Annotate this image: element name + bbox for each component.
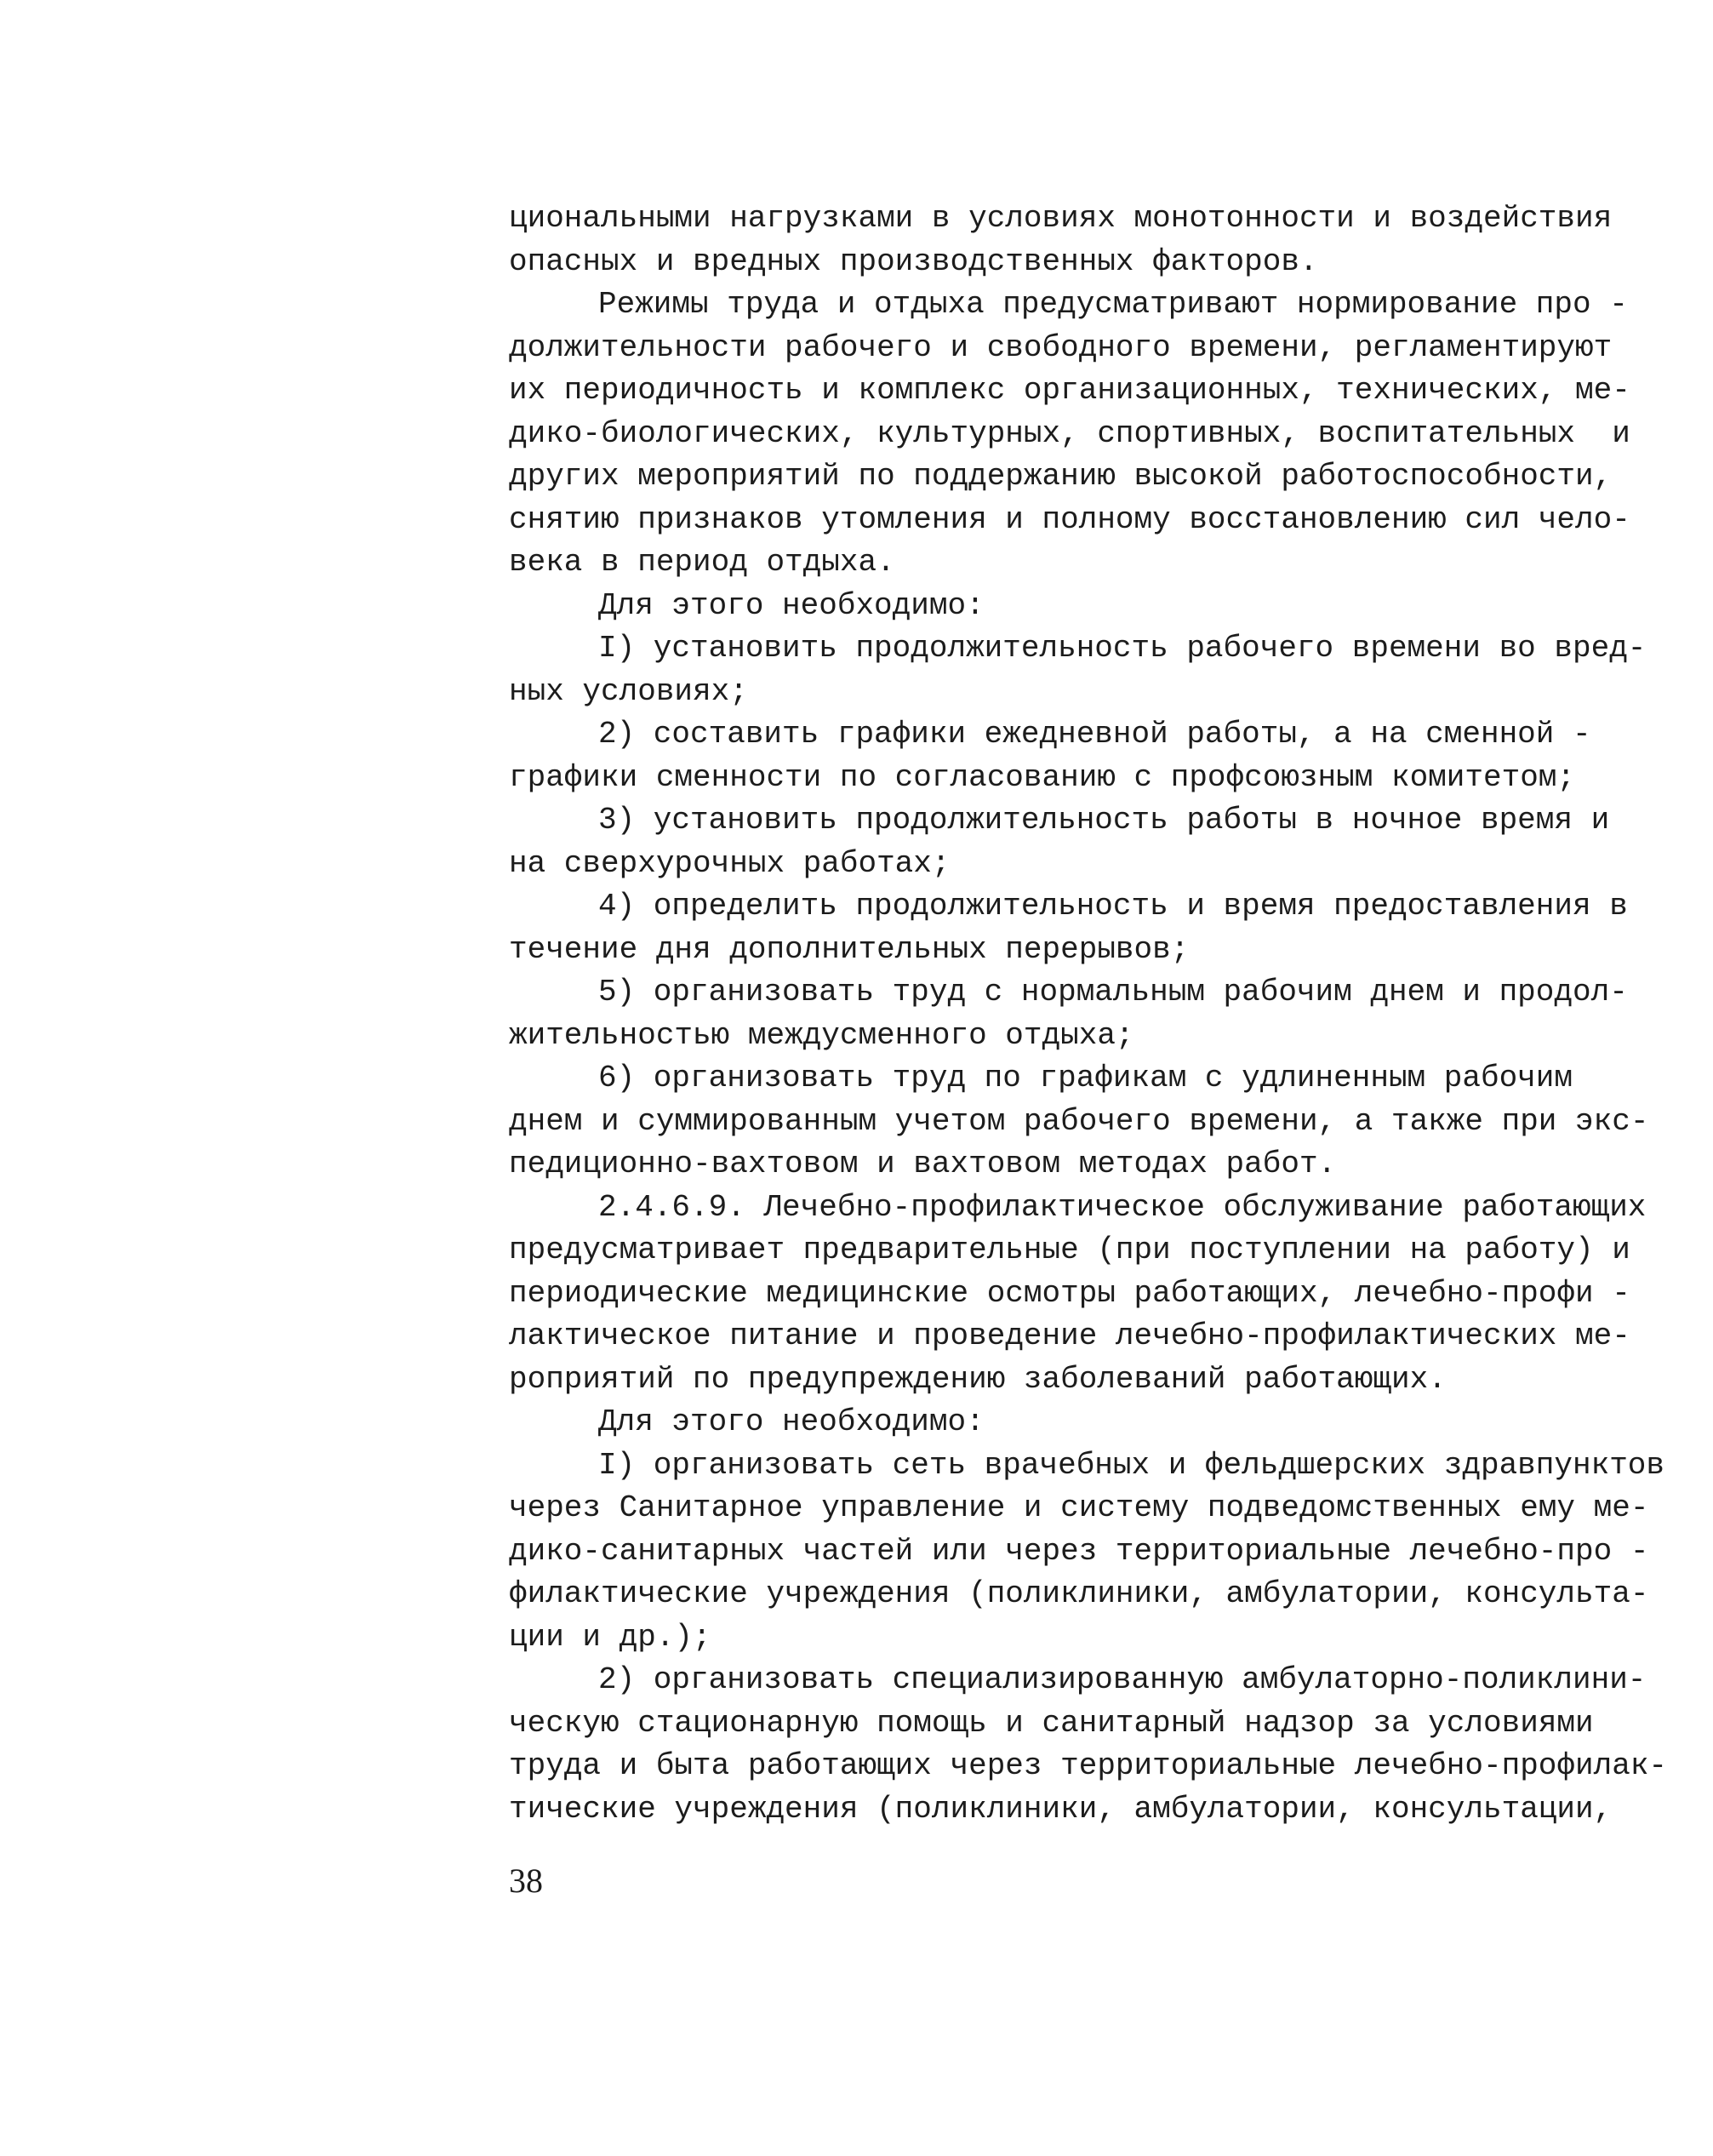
text-line: 6) организовать труд по графикам с удлиненным рабочим (598, 1061, 1573, 1095)
text-line: ных условиях; (509, 673, 748, 709)
text-line: роприятий по предупреждению заболеваний работающих. (509, 1361, 1447, 1397)
text-line: тические учреждения (поликлиники, амбулатории, консультации, (509, 1791, 1613, 1827)
text-line: 2) организовать специализированную амбулаторно-поликлини- (598, 1662, 1647, 1697)
text-line: 2.4.6.9. Лечебно-профилактическое обслуживание работающих (598, 1189, 1647, 1225)
text-line: 5) организовать труд с нормальным рабочим днем и продол- (598, 975, 1628, 1009)
text-line: на сверхурочных работах; (509, 845, 951, 881)
text-line: периодические медицинские осмотры работающих, лечебно-профи - (509, 1275, 1630, 1311)
text-line: течение дня дополнительных перерывов; (509, 931, 1190, 967)
text-line: жительностью междусменного отдыха; (509, 1017, 1134, 1053)
text-line: I) организовать сеть врачебных и фельдшерских здравпунктов (598, 1447, 1665, 1483)
text-line: других мероприятий по поддержанию высокой работоспособности, (509, 459, 1613, 494)
text-line: дико-биологических, культурных, спортивных, воспитательных и (509, 415, 1630, 451)
text-line: филактические учреждения (поликлиники, амбулатории, консульта- (509, 1576, 1649, 1611)
text-line: снятию признаков утомления и полному восстановлению сил чело- (509, 501, 1630, 537)
text-line: ческую стационарную помощь и санитарный надзор за условиями (509, 1705, 1594, 1741)
text-line: графики сменности по согласованию с профсоюзным комитетом; (509, 759, 1576, 795)
text-line: опасных и вредных производственных факторов. (509, 243, 1318, 279)
text-line: I) установить продолжительность рабочего времени во вред- (598, 631, 1647, 666)
text-line: предусматривает предварительные (при поступлении на работу) и (509, 1232, 1630, 1267)
text-line: лактическое питание и проведение лечебно-профилактических ме- (509, 1318, 1630, 1353)
text-line: века в период отдыха. (509, 545, 895, 580)
text-line: циональными нагрузками в условиях монотонности и воздействия (509, 201, 1613, 236)
text-line: 3) установить продолжительность работы в ночное время и (598, 803, 1610, 838)
page-number: 38 (509, 1861, 543, 1900)
text-line: труда и быта работающих через территориальные лечебно-профилак- (509, 1748, 1668, 1783)
body-text (509, 197, 1668, 1831)
text-line: дико-санитарных частей или через территориальные лечебно-про - (509, 1533, 1649, 1569)
text-line: педиционно-вахтовом и вахтовом методах работ. (509, 1147, 1337, 1181)
text-line: Режимы труда и отдыха предусматривают нормирование про - (598, 287, 1628, 322)
text-line: Для этого необходимо: (598, 587, 985, 623)
text-line: Для этого необходимо: (598, 1404, 985, 1439)
text-line: их периодичность и комплекс организационных, технических, ме- (509, 373, 1630, 408)
text-line: ции и др.); (509, 1619, 711, 1655)
text-line: 4) определить продолжительность и время предоставления в (598, 889, 1628, 924)
text-line: через Санитарное управление и систему подведомственных ему ме- (509, 1490, 1649, 1525)
text-line: днем и суммированным учетом рабочего времени, а также при экс- (509, 1103, 1649, 1139)
text-line: должительности рабочего и свободного времени, регламентируют (509, 329, 1613, 365)
text-line: 2) составить графики ежедневной работы, а на сменной - (598, 717, 1591, 752)
